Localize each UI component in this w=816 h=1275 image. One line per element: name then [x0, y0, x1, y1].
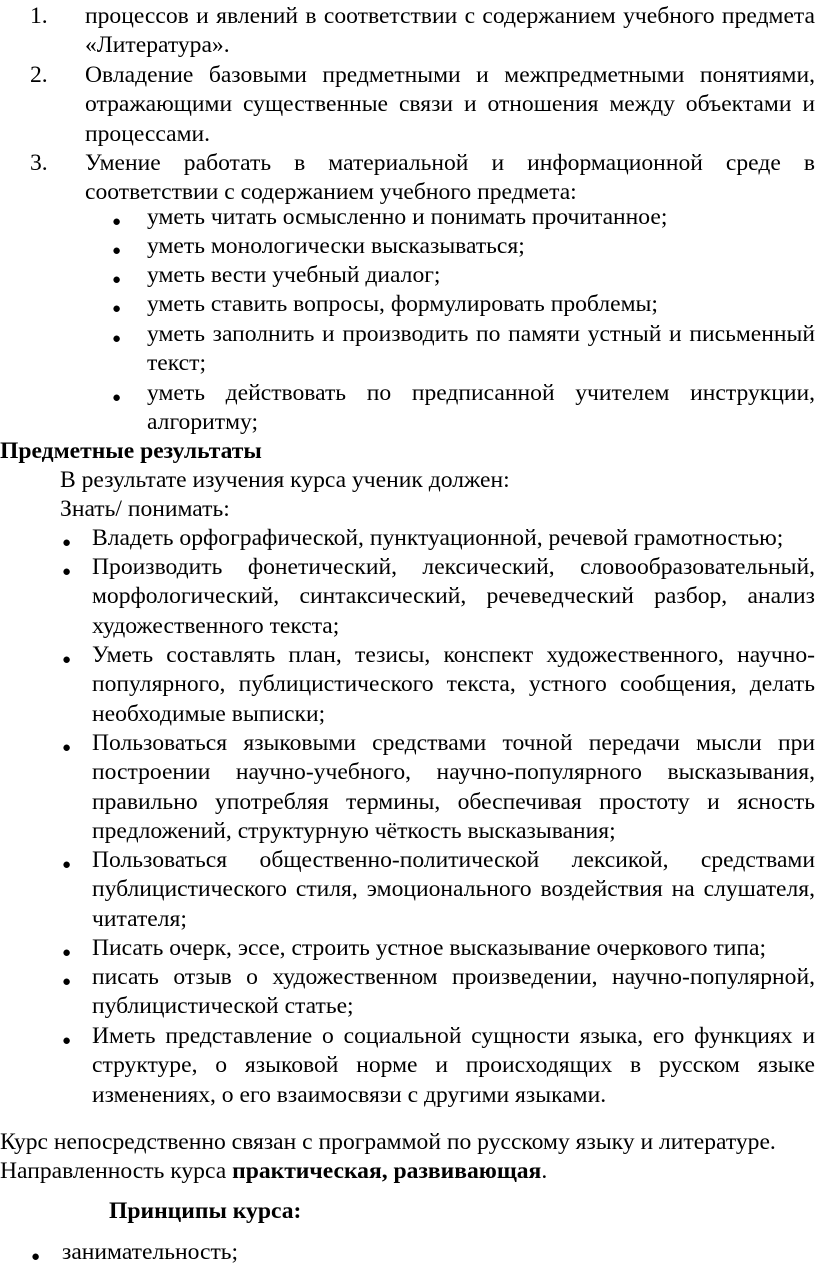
direction-suffix: . [541, 1158, 548, 1184]
bullet-icon: ● [112, 243, 122, 259]
list-item: Писать очерк, эссе, строить устное высказывание очеркового типа; [92, 935, 767, 961]
course-direction [0, 1157, 547, 1186]
list-item: уметь монологически высказываться; [147, 233, 525, 259]
know-label: Знать/ понимать: [60, 496, 230, 522]
bullet-icon: ● [112, 390, 122, 406]
course-line: Курс непосредственно связан с программой по русскому языку и литературе. [0, 1129, 776, 1155]
bullet-icon: ● [62, 652, 72, 668]
list-item: уметь вести учебный диалог; [147, 262, 441, 288]
list-number: 3. [30, 150, 48, 176]
direction-value: практическая, развивающая [232, 1158, 542, 1184]
list-item: уметь заполнить и производить по памяти устный и письменный текст; [147, 321, 815, 377]
numbered-item: процессов и явлений в соответствии с содержанием учебного предмета «Литература». [85, 3, 815, 59]
bullet-icon: ● [62, 535, 72, 551]
bullet-icon: ● [62, 974, 72, 990]
bullet-icon: ● [62, 740, 72, 756]
list-item: Пользоваться общественно-политической лексикой, средствами публицистического стиля, эмоционального воздействия на слушателя, читателя; [92, 847, 815, 932]
list-item: Иметь представление о социальной сущности языка, его функциях и структуре, о языковой норме и происходящих в русском языке изменениях, о его взаимосвязи с другими языками. [92, 1023, 815, 1108]
direction-prefix: Направленность курса [0, 1158, 233, 1184]
numbered-item: Умение работать в материальной и информационной среде в соответствии с содержанием учебного предмета: [85, 150, 815, 206]
list-item: Пользоваться языковыми средствами точной передачи мысли при построении научно-учебного, научно-популярного высказывания, правильно употребляя термины, обеспечивая простоту и ясность предложений, структурную чёткость высказывания; [92, 730, 815, 844]
list-number: 1. [30, 3, 48, 29]
bullet-icon: ● [62, 857, 72, 873]
list-item: Производить фонетический, лексический, словообразовательный, морфологический, синтаксический, речеведческий разбор, анализ художественного текста; [92, 554, 815, 639]
bullet-icon: ● [112, 301, 122, 317]
list-item: уметь действовать по предписанной учителем инструкции, алгоритму; [147, 380, 815, 436]
list-item: писать отзыв о художественном произведении, научно-популярной, публицистической статье; [92, 964, 815, 1020]
section-heading: Принципы курса: [109, 1198, 302, 1224]
list-item: Владеть орфографической, пунктуационной, речевой грамотностью; [92, 525, 784, 551]
intro-text: В результате изучения курса ученик должен: [60, 467, 510, 493]
bullet-icon: ● [62, 1033, 72, 1049]
list-number: 2. [30, 62, 48, 88]
bullet-icon: ● [62, 564, 72, 580]
list-item: занимательность; [62, 1239, 239, 1265]
bullet-icon: ● [112, 214, 122, 230]
numbered-item: Овладение базовыми предметными и межпредметными понятиями, отражающими существенные связи и отношения между объектами и процессами. [85, 62, 815, 147]
list-item: уметь читать осмысленно и понимать прочитанное; [147, 204, 668, 230]
list-item: уметь ставить вопросы, формулировать проблемы; [147, 291, 658, 317]
bullet-icon: ● [112, 331, 122, 347]
list-item: Уметь составлять план, тезисы, конспект художественного, научно-популярного, публицистического текста, устного сообщения, делать необходимые выписки; [92, 642, 815, 727]
bullet-icon: ● [31, 1249, 41, 1265]
bullet-icon: ● [112, 272, 122, 288]
bullet-icon: ● [62, 945, 72, 961]
section-heading: Предметные результаты [0, 438, 262, 464]
